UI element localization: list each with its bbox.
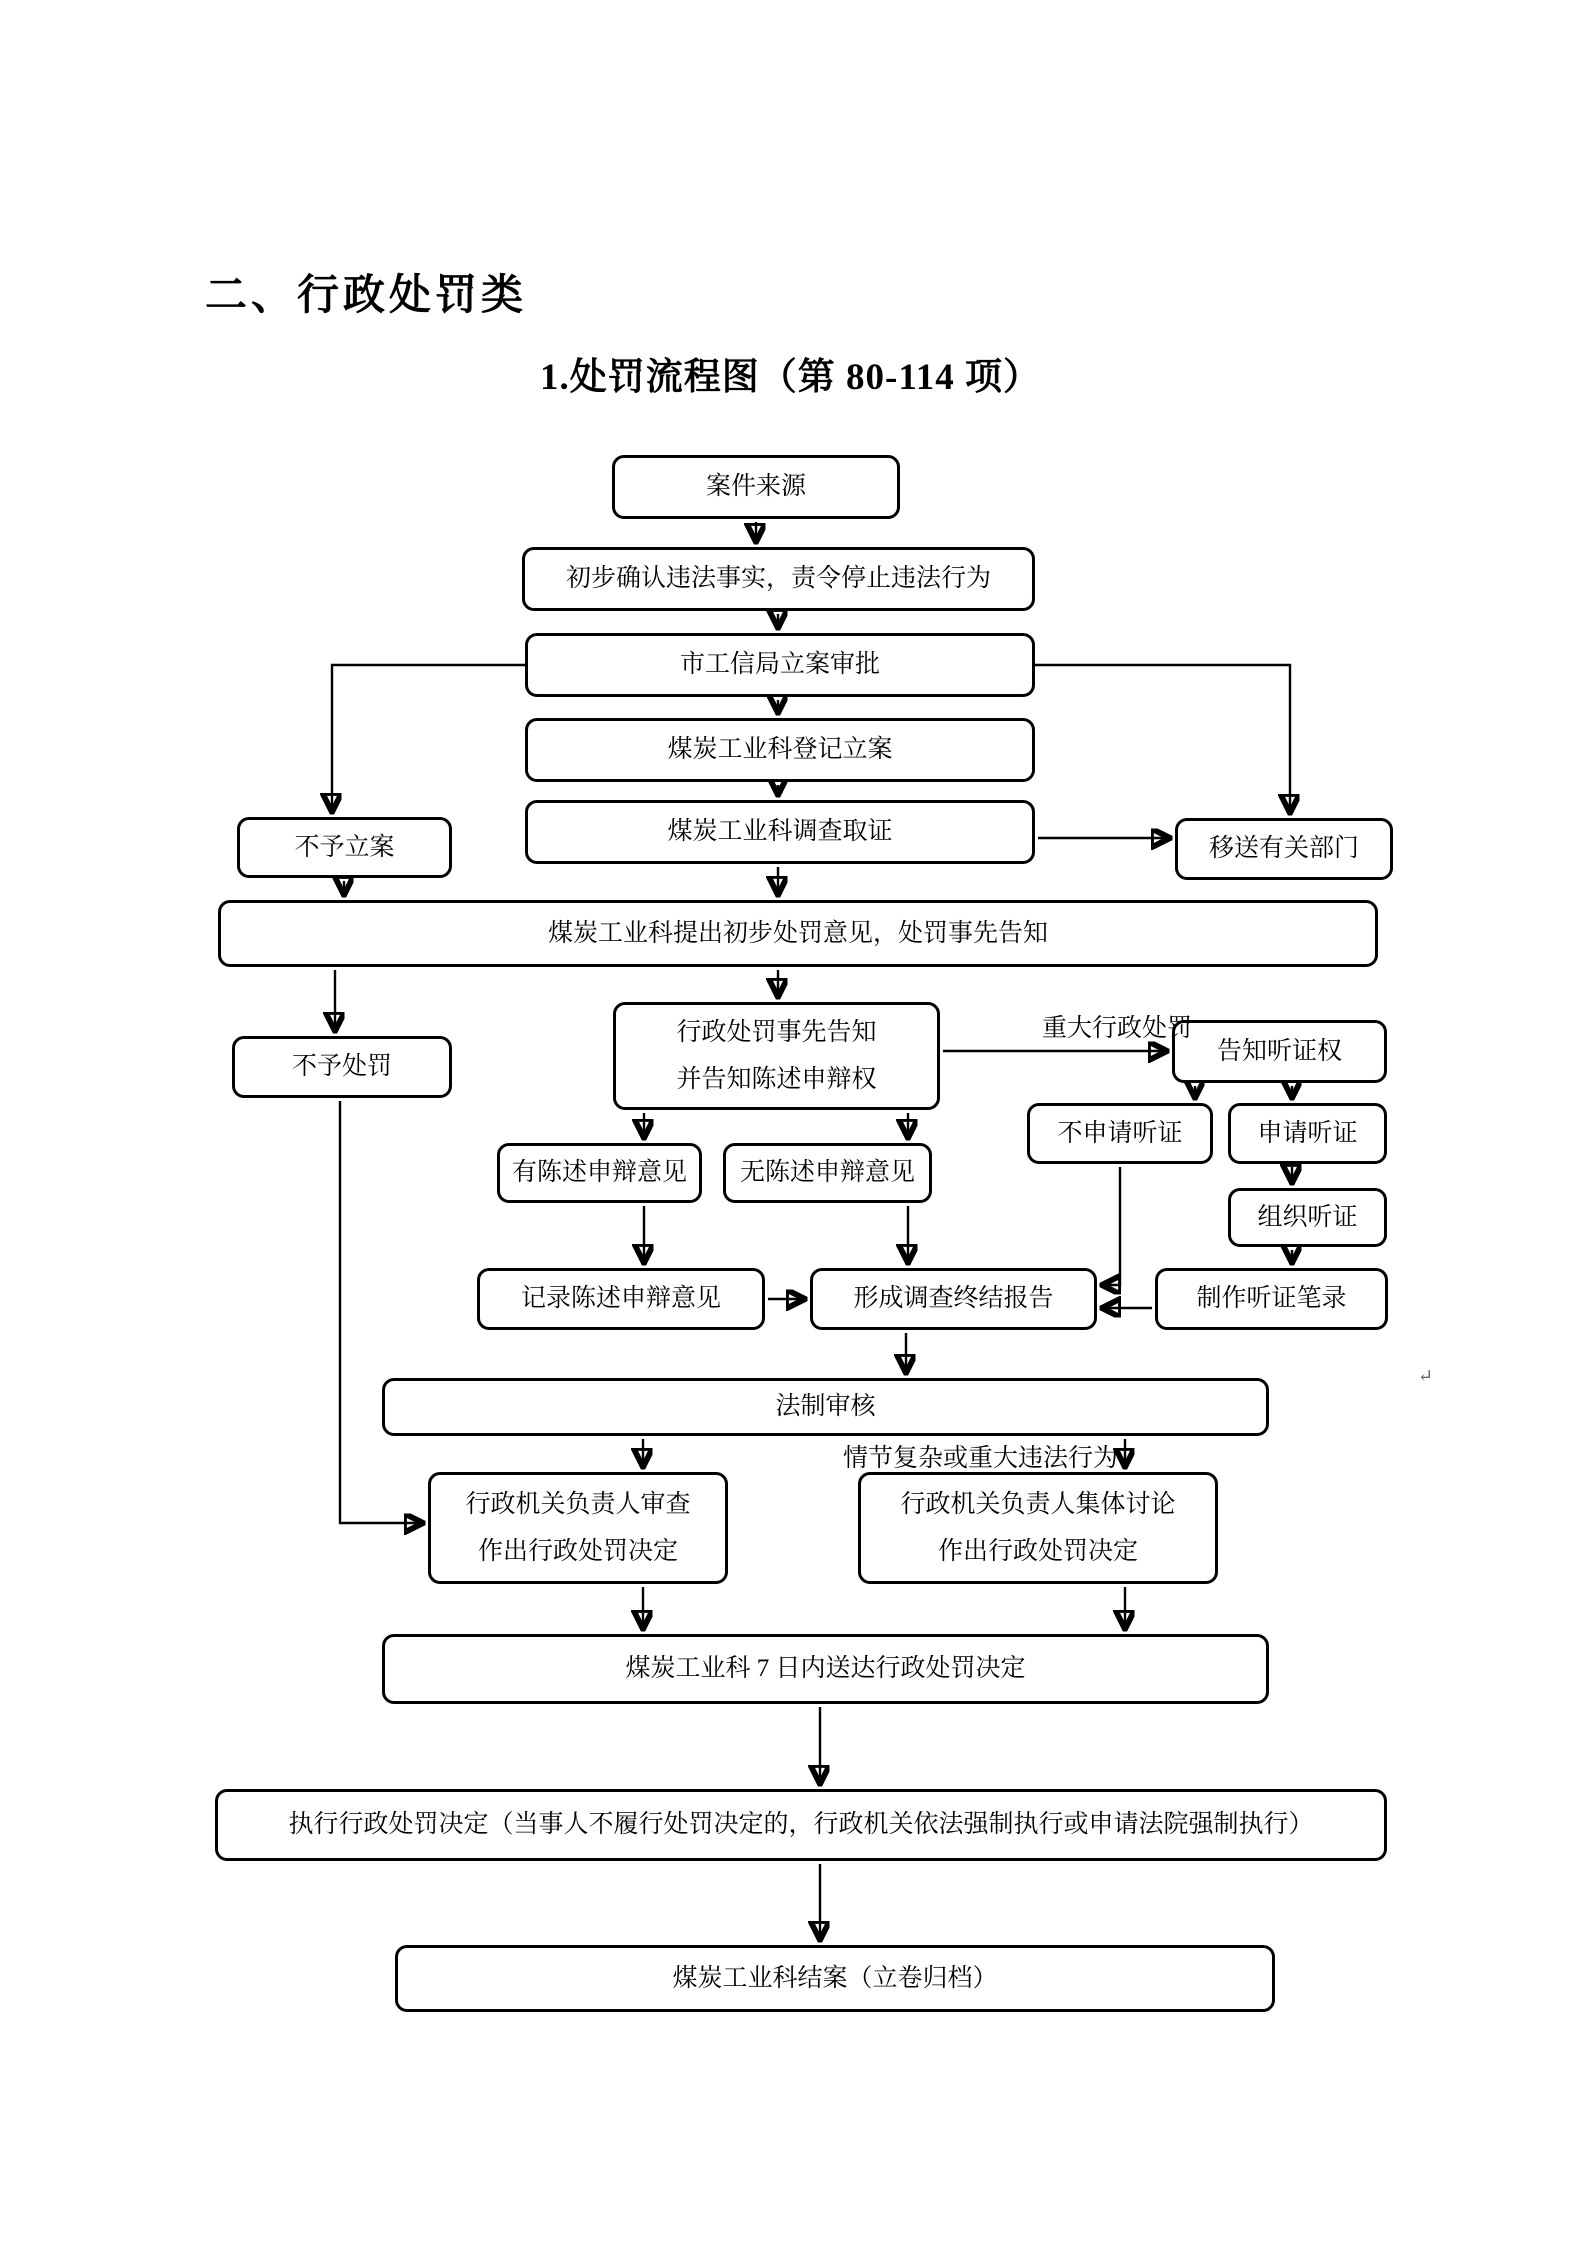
node-label: 煤炭工业科登记立案 (667, 736, 893, 764)
page-title: 二、行政处罚类 (205, 273, 528, 319)
node-label-line2: 并告知陈述申辩权 (676, 1066, 877, 1093)
flow-node-organize-hearing (1228, 1188, 1387, 1247)
node-label: 无陈述申辩意见 (739, 1159, 915, 1187)
node-label: 形成调查终结报告 (853, 1285, 1054, 1313)
flow-node-hearing-request (1228, 1103, 1387, 1164)
flow-node-hearing-right (1172, 1020, 1387, 1083)
node-label: 煤炭工业科 7 日内送达行政处罚决定 (625, 1655, 1026, 1683)
edge-label-major-penalty: 重大行政处罚 (1042, 1015, 1193, 1042)
edge-label-complex-case: 情节复杂或重大违法行为 (843, 1445, 1119, 1472)
node-label-line2: 作出行政处罚决定 (937, 1538, 1138, 1565)
node-label: 市工信局立案审批 (679, 651, 880, 679)
flow-node-no-penalty (232, 1036, 452, 1098)
node-label: 煤炭工业科结案（立卷归档） (672, 1964, 998, 1992)
node-label: 有陈述申辩意见 (511, 1159, 687, 1187)
flow-node-no-statement (723, 1143, 932, 1203)
flow-node-collective-discussion (858, 1472, 1218, 1584)
flow-node-filing-approval (525, 633, 1035, 697)
flow-node-no-hearing-request (1027, 1103, 1213, 1164)
flow-node-record-statement (477, 1268, 765, 1330)
node-label: 不予立案 (294, 833, 395, 861)
flow-node-no-filing (237, 817, 452, 878)
flow-node-close-case (395, 1945, 1275, 2012)
flow-node-confirm-facts (522, 547, 1035, 611)
flow-node-investigate (525, 800, 1035, 864)
chart-subtitle: 1.处罚流程图（第 80-114 项） (540, 357, 1042, 398)
node-label-line1: 行政处罚事先告知 (676, 1018, 877, 1046)
flow-node-final-report (810, 1268, 1097, 1330)
node-label-line1: 行政机关负责人集体讨论 (900, 1490, 1176, 1518)
node-label-line2: 作出行政处罚决定 (477, 1538, 678, 1565)
node-label: 不申请听证 (1057, 1119, 1183, 1147)
node-label: 煤炭工业科提出初步处罚意见，处罚事先告知 (547, 919, 1048, 947)
flow-node-head-review (428, 1472, 728, 1584)
node-label: 初步确认违法事实，责令停止违法行为 (565, 565, 991, 593)
flow-node-preliminary-opinion (218, 900, 1378, 967)
node-label: 记录陈述申辩意见 (520, 1285, 721, 1313)
node-label: 法制审核 (775, 1393, 876, 1421)
flow-node-deliver-decision (382, 1634, 1269, 1704)
node-label: 申请听证 (1257, 1119, 1358, 1147)
node-label-line1: 行政机关负责人审查 (465, 1490, 691, 1518)
flow-node-register-case (525, 718, 1035, 782)
flow-node-legal-review (382, 1378, 1269, 1436)
node-label: 不予处罚 (291, 1053, 392, 1081)
flow-node-has-statement (497, 1143, 702, 1203)
node-label: 执行行政处罚决定（当事人不履行处罚决定的，行政机关依法强制执行或申请法院强制执行） (288, 1811, 1314, 1839)
node-label: 组织听证 (1257, 1203, 1358, 1231)
flow-node-execute-decision (215, 1789, 1387, 1861)
node-label: 制作听证笔录 (1196, 1285, 1347, 1313)
flow-node-prior-notice (613, 1002, 940, 1110)
node-label: 案件来源 (705, 473, 806, 501)
node-label: 告知听证权 (1216, 1037, 1342, 1065)
node-label: 移送有关部门 (1208, 835, 1359, 863)
flow-node-hearing-transcript (1155, 1268, 1388, 1330)
flow-node-case-source (612, 455, 900, 519)
flow-node-transfer (1175, 818, 1393, 880)
node-label: 煤炭工业科调查取证 (667, 818, 893, 846)
paragraph-mark: ↵ (1418, 1366, 1434, 1386)
